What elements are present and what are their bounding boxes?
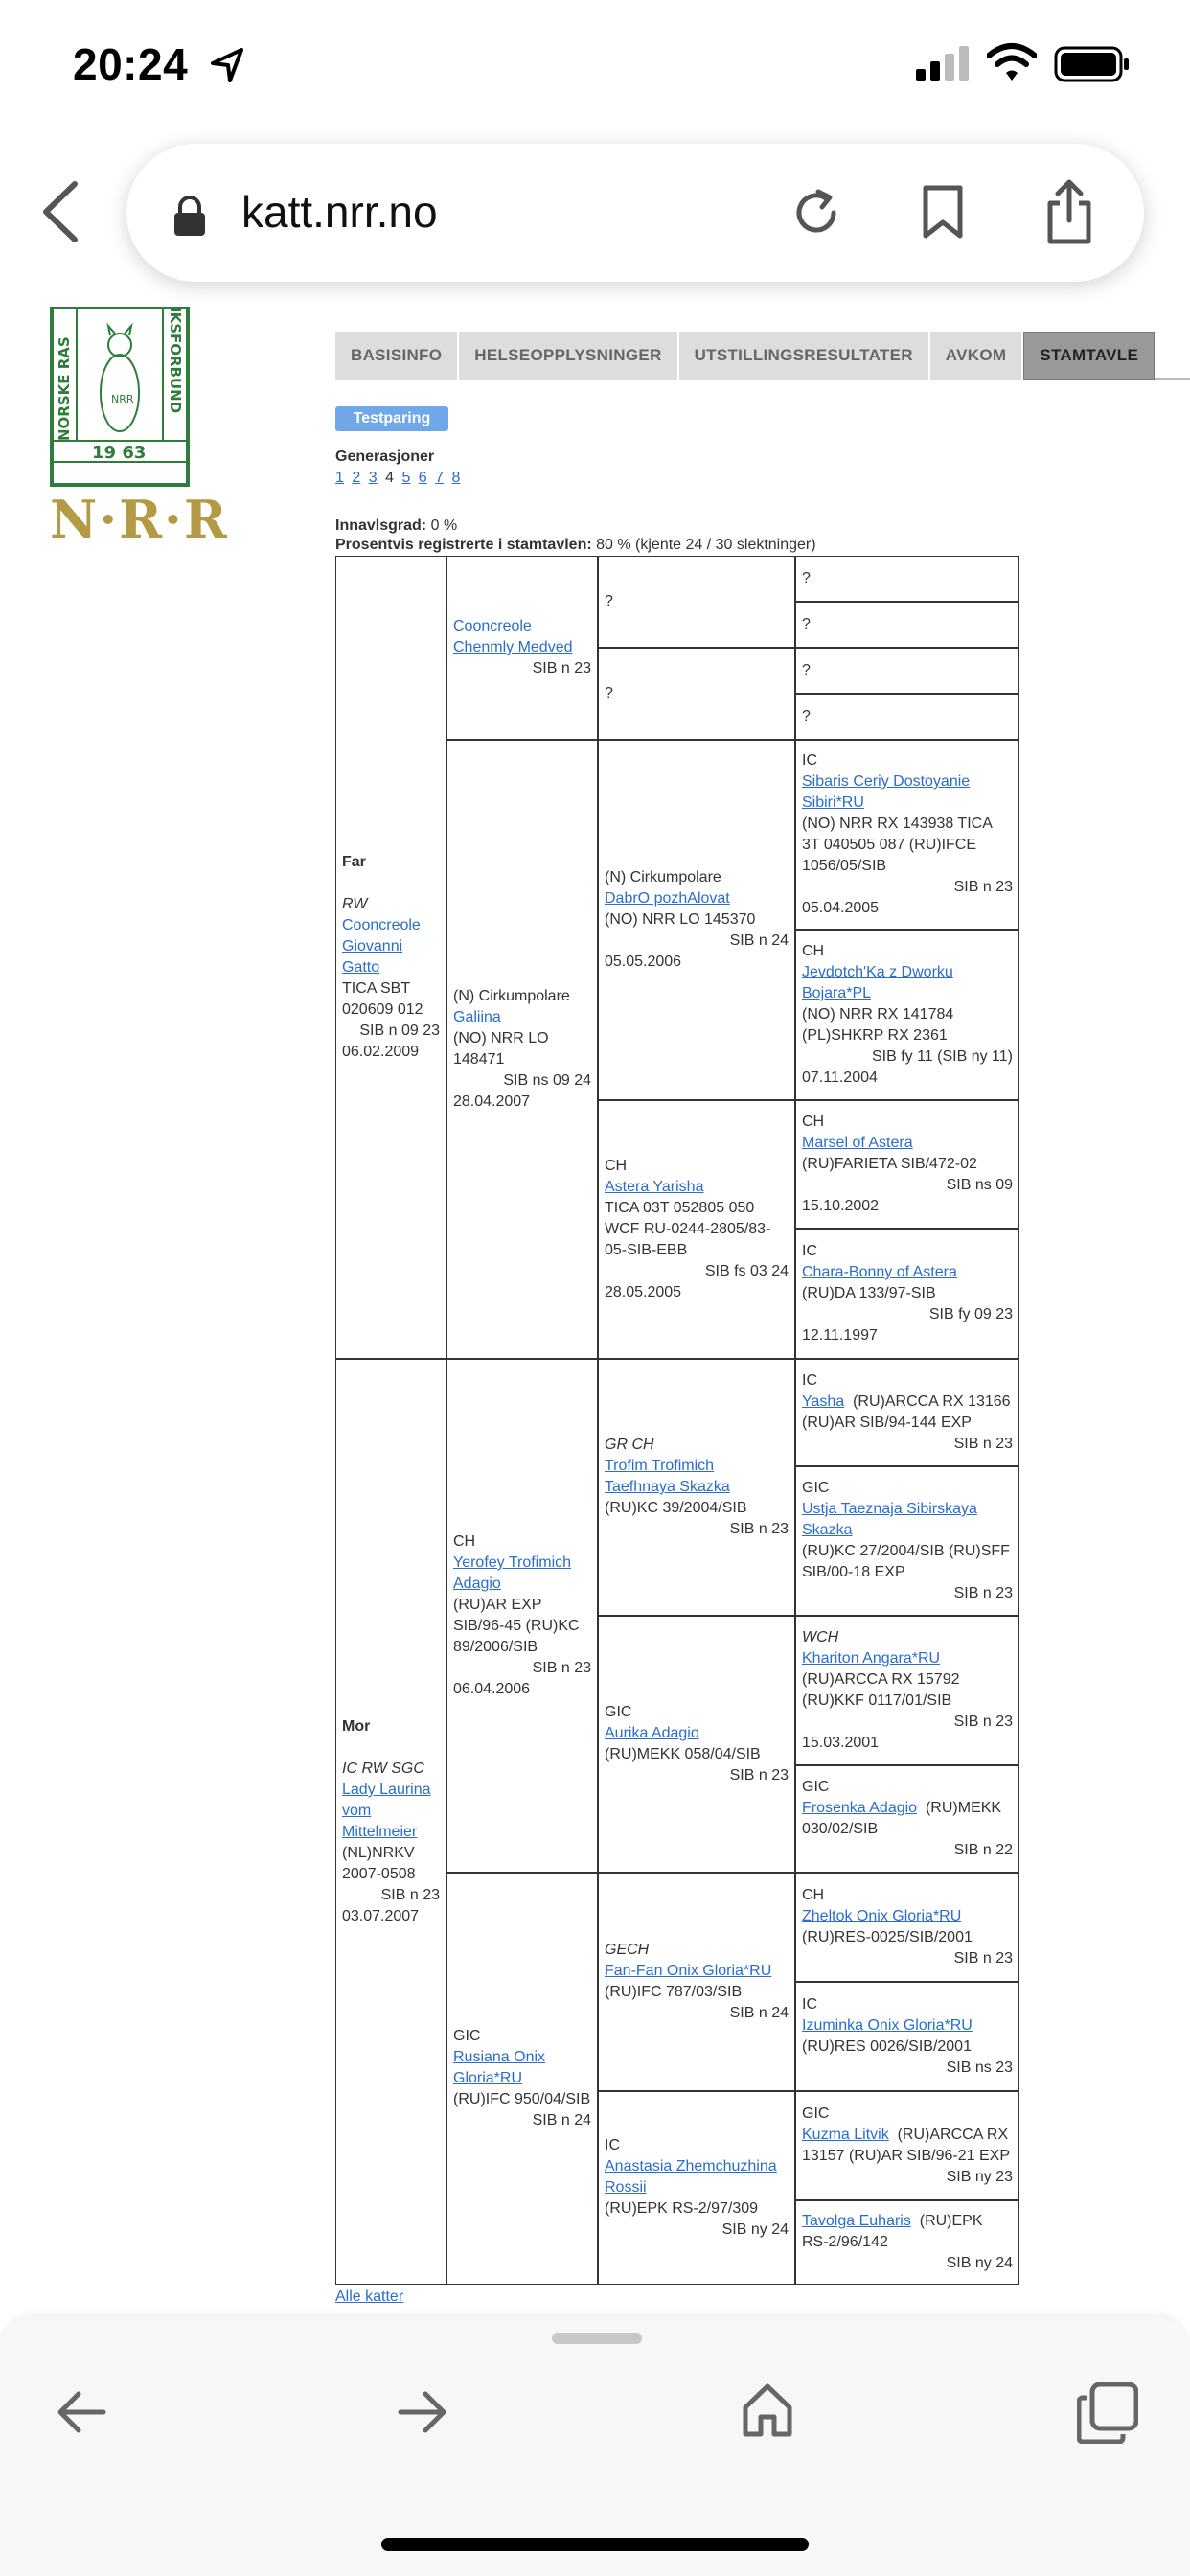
- inbreeding-label: Innavlsgrad:: [335, 518, 427, 534]
- g4-15-breed: SIB ny 23: [946, 2169, 1013, 2185]
- fmf-date: 05.05.2006: [605, 954, 682, 970]
- g4-11-name-link[interactable]: Khariton Angara*RU: [802, 1650, 941, 1667]
- fmf-reg: (NO) NRR LO 145370: [605, 911, 756, 928]
- g4-6-name-link[interactable]: Jevdotch'Ka z Dworku Bojara*PL: [802, 964, 953, 1001]
- wifi-icon: [987, 42, 1037, 82]
- generation-link-6[interactable]: 6: [418, 470, 427, 486]
- g4-2-unknown: ?: [802, 616, 811, 632]
- g4-5-breed: SIB n 23: [953, 879, 1013, 895]
- g4-6-date: 07.11.2004: [802, 1070, 878, 1086]
- mfm-title: GIC: [605, 1704, 632, 1720]
- g4-13-title: CH: [802, 1887, 825, 1903]
- g4-9-breed: SIB n 23: [953, 1436, 1013, 1452]
- g4-16-breed: SIB ny 24: [946, 2255, 1013, 2271]
- fmm-reg: TICA 03T 052805 050 WCF RU-0244-2805/83-05-SIB-EBB: [605, 1200, 771, 1258]
- g4-14-breed: SIB ns 23: [946, 2059, 1013, 2076]
- cellular-signal-icon: [916, 46, 970, 80]
- svg-text:NRR: NRR: [111, 393, 134, 405]
- home-indicator: [381, 2538, 809, 2551]
- bookmark-icon[interactable]: [922, 184, 964, 240]
- g4-13-reg: (RU)RES-0025/SIB/2001: [802, 1929, 973, 1945]
- pedigree-mmm: [598, 2091, 795, 2285]
- pedigree-fmm: [598, 1100, 795, 1359]
- mor-date: 03.07.2007: [342, 1908, 420, 1924]
- pedigree-g4-3: [795, 648, 1019, 694]
- generation-links: [335, 470, 464, 487]
- nav-forward-icon[interactable]: [397, 2386, 448, 2438]
- fm-prefix: (N) Cirkumpolare: [453, 988, 570, 1004]
- fmm-title: CH: [605, 1158, 628, 1174]
- g4-5-name-link[interactable]: Sibaris Ceriy Dostoyanie Sibiri*RU: [802, 773, 971, 811]
- g4-3-unknown: ?: [802, 662, 811, 678]
- g4-8-date: 12.11.1997: [802, 1327, 878, 1344]
- lock-icon: [172, 196, 207, 236]
- g4-11-breed: SIB n 23: [953, 1714, 1013, 1730]
- g4-7-name-link[interactable]: Marsel of Astera: [802, 1135, 913, 1151]
- pedigree-mff: [598, 1359, 795, 1616]
- pedigree-ffm: [598, 648, 795, 740]
- g4-8-reg: (RU)DA 133/97-SIB: [802, 1285, 936, 1301]
- fm-name-link[interactable]: Galiina: [453, 1009, 501, 1025]
- g4-7-date: 15.10.2002: [802, 1198, 880, 1214]
- pedigree-g4-4: [795, 694, 1019, 740]
- pedigree-g4-9: [795, 1359, 1019, 1466]
- pedigree-g4-14: [795, 1982, 1019, 2091]
- pedigree-g4-8: [795, 1229, 1019, 1359]
- url-text[interactable]: katt.nrr.no: [241, 187, 438, 237]
- pedigree-g4-12: [795, 1765, 1019, 1873]
- mfm-name-link[interactable]: Aurika Adagio: [605, 1725, 699, 1741]
- generation-link-5[interactable]: 5: [401, 470, 411, 486]
- pedigree-fm: [446, 740, 598, 1359]
- pedigree-fff: [598, 556, 795, 648]
- g4-8-name-link[interactable]: Chara-Bonny of Astera: [802, 1264, 957, 1280]
- status-time: 20:24: [73, 39, 189, 89]
- home-icon[interactable]: [742, 2382, 793, 2438]
- battery-icon: [1054, 46, 1131, 82]
- nrr-wordmark: N·R·R: [50, 489, 229, 550]
- ff-name-link[interactable]: Cooncreole Chenmly Medved: [453, 618, 573, 656]
- g4-15-name-link[interactable]: Kuzma Litvik: [802, 2127, 889, 2143]
- mf-name-link[interactable]: Yerofey Trofimich Adagio: [453, 1554, 572, 1592]
- g4-14-reg: (RU)RES 0026/SIB/2001: [802, 2038, 972, 2055]
- status-bar: [0, 0, 1190, 125]
- pedigree-far: [335, 556, 446, 1359]
- fmf-prefix: (N) Cirkumpolare: [605, 869, 721, 886]
- g4-12-breed: SIB n 22: [953, 1842, 1013, 1858]
- far-date: 06.02.2009: [342, 1044, 420, 1060]
- g4-1-unknown: ?: [802, 570, 811, 586]
- pedigree-g4-13: [795, 1873, 1019, 1982]
- g4-7-breed: SIB ns 09: [946, 1177, 1013, 1193]
- g4-9-reg: (RU)ARCCA RX 13166 (RU)AR SIB/94-144 EXP: [802, 1393, 1011, 1431]
- svg-text:NORSKE RAS: NORSKE RAS: [56, 336, 73, 441]
- g4-5-date: 05.04.2005: [802, 900, 880, 916]
- pedigree-g4-2: [795, 602, 1019, 648]
- mor-reg: (NL)NRKV 2007-0508: [342, 1845, 416, 1882]
- g4-10-breed: SIB n 23: [953, 1585, 1013, 1601]
- pedigree-g4-15: [795, 2091, 1019, 2200]
- fm-reg: (NO) NRR LO 148471: [453, 1030, 549, 1068]
- g4-11-title: WCH: [802, 1629, 839, 1645]
- g4-9-title: IC: [802, 1372, 817, 1389]
- mmm-reg: (RU)EPK RS-2/97/309: [605, 2200, 759, 2217]
- mf-breed: SIB n 23: [532, 1660, 591, 1676]
- g4-7-title: CH: [802, 1114, 825, 1130]
- pedigree-g4-6: [795, 930, 1019, 1100]
- mm-breed: SIB n 24: [532, 2112, 591, 2128]
- generation-link-7[interactable]: 7: [435, 470, 445, 486]
- mm-reg: (RU)IFC 950/04/SIB: [453, 2091, 591, 2107]
- g4-8-breed: SIB fy 09 23: [928, 1306, 1013, 1322]
- fm-date: 28.04.2007: [453, 1093, 531, 1110]
- pedigree-g4-1: [795, 556, 1019, 602]
- pedigree-ff: [446, 556, 598, 740]
- mmf-breed: SIB n 24: [729, 2005, 789, 2021]
- mor-role: Mor: [342, 1718, 371, 1735]
- g4-6-title: CH: [802, 943, 825, 959]
- g4-5-title: IC: [802, 752, 817, 769]
- g4-10-title: GIC: [802, 1480, 830, 1496]
- fmm-name-link[interactable]: Astera Yarisha: [605, 1179, 704, 1195]
- g4-12-name-link[interactable]: Frosenka Adagio: [802, 1800, 918, 1816]
- mff-name-link[interactable]: Trofim Trofimich Taefhnaya Skazka: [605, 1458, 730, 1495]
- g4-11-date: 15.03.2001: [802, 1735, 880, 1751]
- mfm-reg: (RU)MEKK 058/04/SIB: [605, 1746, 761, 1762]
- reload-icon[interactable]: [790, 186, 843, 240]
- fmm-date: 28.05.2005: [605, 1284, 682, 1300]
- mff-title: GR CH: [605, 1437, 654, 1453]
- tab-basisinfo[interactable]: BASISINFO: [335, 332, 459, 380]
- pedigree-g4-5: [795, 740, 1019, 930]
- mor-name-link[interactable]: Lady Laurina vom Mittelmeier: [342, 1782, 431, 1840]
- generation-current: 4: [385, 470, 394, 486]
- svg-text:IKSFORBUND: IKSFORBUND: [167, 307, 184, 414]
- g4-16-reg: (RU)EPK RS-2/96/142: [802, 2213, 983, 2250]
- generation-link-1[interactable]: 1: [335, 470, 344, 486]
- testparing-button[interactable]: Testparing: [335, 406, 448, 431]
- pedigree-mmf: [598, 1873, 795, 2091]
- tab-utstillingsresultater[interactable]: UTSTILLINGSRESULTATER: [679, 332, 930, 380]
- share-icon[interactable]: [1044, 178, 1094, 245]
- g4-11-reg: (RU)ARCCA RX 15792 (RU)KKF 0117/01/SIB: [802, 1671, 960, 1709]
- fmf-breed: SIB n 24: [729, 932, 789, 949]
- ffm-unknown: ?: [605, 685, 613, 702]
- registered-line: [335, 537, 816, 554]
- nrr-emblem-logo: [48, 307, 192, 489]
- browser-back-icon[interactable]: [38, 178, 80, 245]
- mmf-title: GECH: [605, 1942, 650, 1958]
- tab-stamtavle[interactable]: STAMTAVLE: [1023, 332, 1155, 380]
- mor-breed: SIB n 23: [380, 1887, 440, 1903]
- g4-14-title: IC: [802, 1996, 817, 2012]
- g4-10-reg: (RU)KC 27/2004/SIB (RU)SFF SIB/00-18 EXP: [802, 1543, 1010, 1580]
- all-cats-link[interactable]: Alle katter: [335, 2288, 404, 2305]
- g4-16-name-link[interactable]: Tavolga Euharis: [802, 2213, 911, 2229]
- pedigree-g4-16: [795, 2200, 1019, 2285]
- mmf-reg: (RU)IFC 787/03/SIB: [605, 1984, 743, 2000]
- g4-6-reg: (NO) NRR RX 141784 (PL)SHKRP RX 2361: [802, 1006, 954, 1044]
- inbreeding-line: [335, 518, 457, 535]
- g4-6-breed: SIB fy 11 (SIB ny 11): [871, 1048, 1013, 1065]
- nav-back-icon[interactable]: [56, 2386, 107, 2438]
- mff-breed: SIB n 23: [729, 1521, 789, 1537]
- g4-12-reg: (RU)MEKK 030/02/SIB: [802, 1800, 1002, 1837]
- far-role: Far: [342, 854, 366, 870]
- g4-14-name-link[interactable]: Izuminka Onix Gloria*RU: [802, 2017, 973, 2034]
- pedigree-mfm: [598, 1616, 795, 1873]
- mm-title: GIC: [453, 2028, 481, 2044]
- mfm-breed: SIB n 23: [729, 1767, 789, 1783]
- fmm-breed: SIB fs 03 24: [704, 1263, 789, 1279]
- pedigree-mor: [335, 1359, 446, 2285]
- registered-label: Prosentvis registrerte i stamtavlen:: [335, 537, 592, 553]
- pedigree-mm: [446, 1873, 598, 2285]
- g4-4-unknown: ?: [802, 708, 811, 724]
- mff-reg: (RU)KC 39/2004/SIB: [605, 1500, 747, 1516]
- g4-10-name-link[interactable]: Ustja Taeznaja Sibirskaya Skazka: [802, 1501, 977, 1538]
- pedigree-g4-7: [795, 1100, 1019, 1229]
- far-reg: TICA SBT 020609 012: [342, 980, 423, 1018]
- generation-link-3[interactable]: 3: [368, 470, 378, 486]
- fm-breed: SIB ns 09 24: [503, 1072, 591, 1089]
- pedigree-fmf: [598, 740, 795, 1100]
- generations-title: Generasjoner: [335, 448, 435, 465]
- mmf-name-link[interactable]: Fan-Fan Onix Gloria*RU: [605, 1963, 772, 1979]
- g4-5-reg: (NO) NRR RX 143938 TICA 3T 040505 087 (RU)IFCE 1056/05/SIB: [802, 816, 992, 874]
- tab-bar: [335, 332, 1155, 380]
- g4-9-name-link[interactable]: Yasha: [802, 1393, 845, 1410]
- g4-8-title: IC: [802, 1243, 817, 1259]
- far-title: RW: [342, 896, 368, 912]
- mmm-title: IC: [605, 2137, 620, 2153]
- g4-15-title: GIC: [802, 2105, 830, 2122]
- svg-text:19 63: 19 63: [92, 443, 147, 463]
- registered-value: 80 % (kjente 24 / 30 slektninger): [596, 537, 816, 553]
- g4-12-title: GIC: [802, 1779, 830, 1795]
- mmm-breed: SIB ny 24: [721, 2221, 789, 2238]
- generation-link-8[interactable]: 8: [451, 470, 461, 486]
- mf-date: 06.04.2006: [453, 1681, 531, 1697]
- generation-link-2[interactable]: 2: [352, 470, 361, 486]
- mf-reg: (RU)AR EXP SIB/96-45 (RU)KC 89/2006/SIB: [453, 1597, 580, 1655]
- sheet-grabber[interactable]: [552, 2333, 642, 2344]
- far-breed: SIB n 09 23: [359, 1023, 440, 1039]
- mmm-name-link[interactable]: Anastasia Zhemchuzhina Rossii: [605, 2158, 777, 2196]
- ff-breed: SIB n 23: [532, 660, 591, 677]
- g4-15-reg: (RU)ARCCA RX 13157 (RU)AR SIB/96-21 EXP: [802, 2127, 1010, 2164]
- tab-helseopplysninger[interactable]: HELSEOPPLYSNINGER: [459, 332, 678, 380]
- fmf-name-link[interactable]: DabrO pozhAlovat: [605, 890, 730, 907]
- tabs-overview-icon[interactable]: [1077, 2382, 1138, 2444]
- mor-title: IC RW SGC: [342, 1760, 424, 1777]
- fff-unknown: ?: [605, 593, 613, 610]
- pedigree-g4-10: [795, 1466, 1019, 1616]
- inbreeding-value: 0 %: [430, 518, 458, 534]
- location-arrow-icon: [209, 46, 247, 84]
- mm-name-link[interactable]: Rusiana Onix Gloria*RU: [453, 2049, 546, 2086]
- pedigree-mf: [446, 1359, 598, 1873]
- pedigree-g4-11: [795, 1616, 1019, 1765]
- g4-7-reg: (RU)FARIETA SIB/472-02: [802, 1156, 977, 1172]
- tab-avkom[interactable]: AVKOM: [930, 332, 1024, 380]
- far-name-link[interactable]: Cooncreole Giovanni Gatto: [342, 917, 421, 976]
- g4-13-breed: SIB n 23: [953, 1950, 1013, 1966]
- g4-13-name-link[interactable]: Zheltok Onix Gloria*RU: [802, 1908, 962, 1924]
- mf-title: CH: [453, 1533, 476, 1550]
